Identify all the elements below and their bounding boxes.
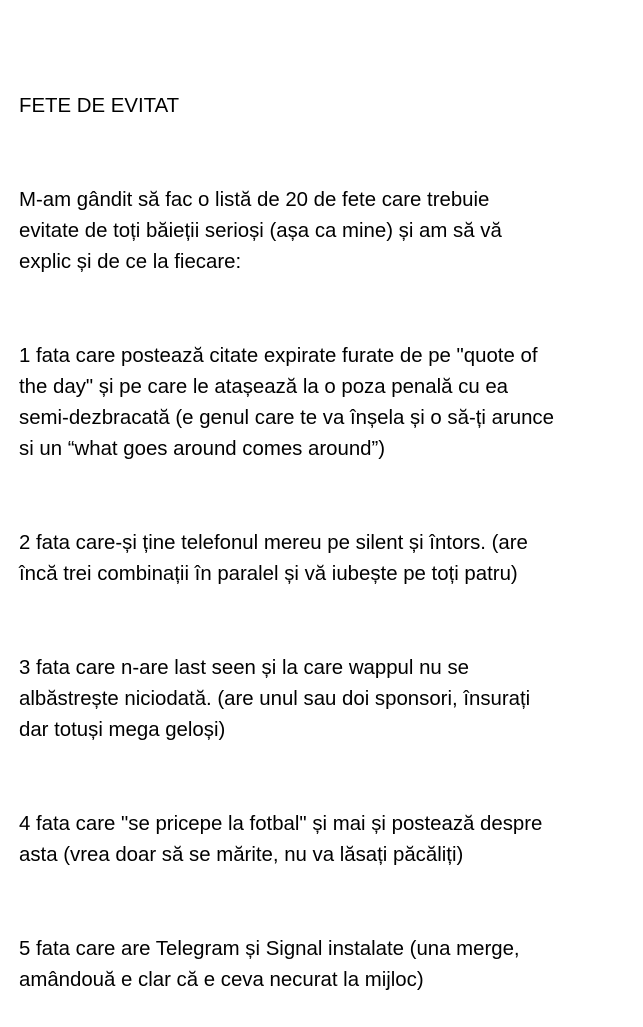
note-intro: M-am gândit să fac o listă de 20 de fete care trebuie evitate de toți băieții serioși (așa ca mine) și am să vă explic și de ce la fiecare:	[19, 188, 502, 274]
list-item: 5 fata care are Telegram și Signal instalate (una merge, amândouă e clar că e ceva necurat la mijloc)	[19, 937, 520, 991]
list-item: 2 fata care-și ține telefonul mereu pe silent și întors. (are încă trei combinații în paralel și vă iubește pe toți patru)	[19, 532, 528, 586]
note-title: FETE DE EVITAT	[19, 95, 180, 118]
list-item: 1 fata care postează citate expirate furate de pe "quote of the day" și pe care le atașează la o poza penală cu ea semi-dezbracată (e genul care te va înșela și o să-ți arunce si un “what goes around comes around”)	[19, 344, 554, 461]
note-body[interactable]	[19, 60, 635, 1027]
list-item: 4 fata care "se pricepe la fotbal" și mai și postează despre asta (vrea doar să se mărite, nu va lăsați păcăliți)	[19, 812, 543, 866]
list-item: 3 fata care n-are last seen și la care wappul nu se albăstrește niciodată. (are unul sau doi sponsori, însurați dar totuși mega geloși)	[19, 656, 531, 742]
